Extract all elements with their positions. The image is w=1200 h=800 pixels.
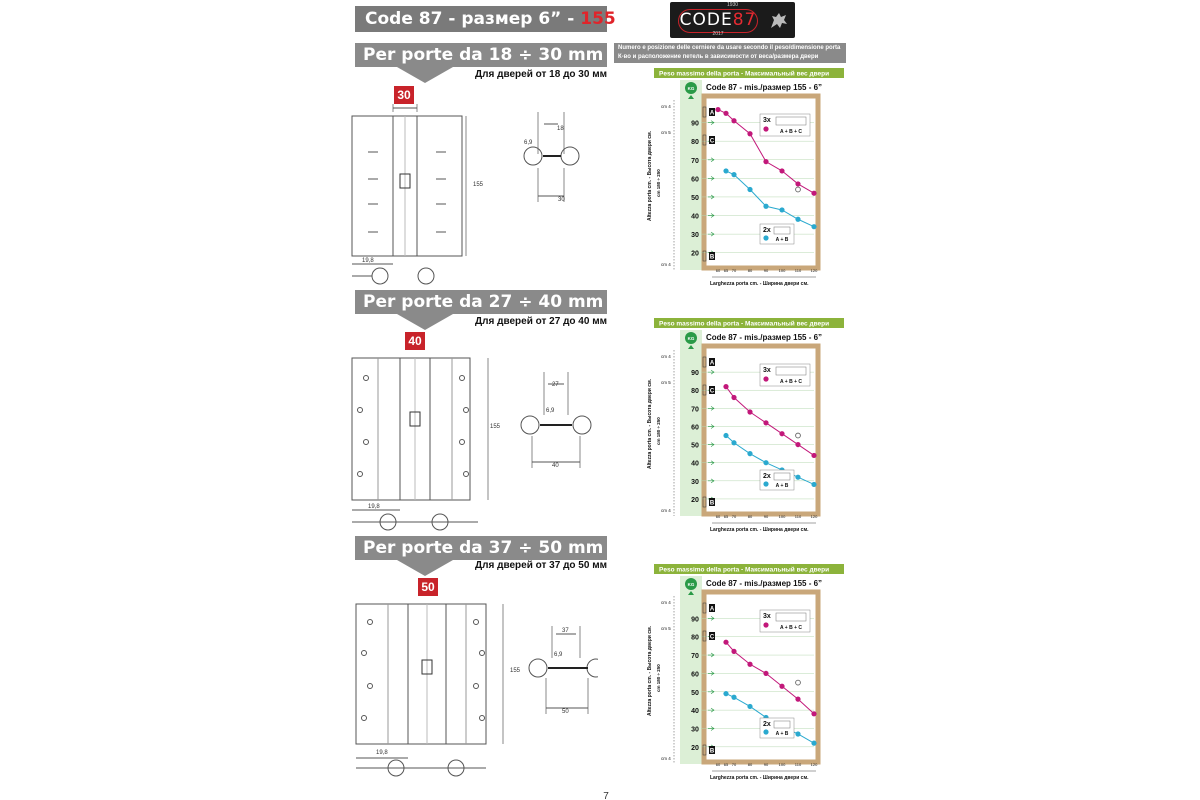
chart-title: Code 87 - mis./размер 155 - 6” [706,83,823,92]
legend-two-swatch [763,481,768,486]
y-tick-label: 60 [691,424,699,432]
data-point [763,460,768,465]
tick-arrow-icon [708,671,714,675]
section-1-dim-height: 155 [473,182,484,188]
cm4-bottom-label: cm 4 [661,508,671,513]
x-axis-label: Larghezza porta cm. - Ширина двери см. [710,527,809,533]
hinge-drawing-2 [348,350,598,535]
chart-header-text: Peso massimo della porta - Максимальный вес двери [659,70,830,78]
chart-header-text: Peso massimo della porta - Максимальный вес двери [659,320,830,328]
section-1-dim-mid: 6,9 [524,140,533,146]
kg-badge-label: KG [687,86,695,91]
title-size: 155 [580,9,616,29]
chart-title: Code 87 - mis./размер 155 - 6” [706,579,823,588]
x-tick-label: 120 [810,762,818,767]
y-tick-label: 90 [691,616,699,624]
section-3-dim-height: 155 [510,668,521,674]
x-tick-label: 110 [794,268,802,273]
page-number: 7 [603,791,609,800]
data-point [795,181,800,186]
tick-arrow-icon [708,479,714,483]
y-tick-label: 30 [691,232,699,240]
tick-arrow-icon [708,443,714,447]
section-3-dim-mid: 6,9 [554,652,563,658]
hinge-b-label: B [709,500,715,507]
data-point [715,107,720,112]
section-1-title: Per porte da 18 ÷ 30 mm [355,43,607,67]
series-line-two-hinges [726,171,814,227]
series-line-three-hinges [726,642,814,714]
data-point [723,691,728,696]
title-prefix: Code 87 - размер 6” - [365,9,581,29]
weight-chart-1 [614,68,846,290]
tick-arrow-icon [708,195,714,199]
logo-year-bottom: 2017 [712,31,724,37]
data-point [811,224,816,229]
hinge-c-label: C [709,388,715,395]
section-3-subtitle: Для дверей от 37 до 50 мм [475,560,607,571]
tick-arrow-icon [708,708,714,712]
data-point [747,451,752,456]
section-2-dim-top: 27 [552,382,559,388]
data-point [723,433,728,438]
legend-two-formula: A + B [775,483,789,489]
y-tick-label: 50 [691,194,699,202]
section-1-dim-bottom: 30 [558,197,565,203]
x-tick-label: 120 [810,268,818,273]
legend-two-count: 2x [763,721,771,728]
data-point [747,187,752,192]
cm4-bottom-label: cm 4 [661,756,671,761]
legend-two-swatch [763,729,768,734]
y-tick-label: 50 [691,442,699,450]
outlier-point [796,680,801,685]
y-tick-label: 90 [691,120,699,128]
y-axis-label: Altezza porta cm. - Высота двери см. [647,378,653,469]
data-point [795,475,800,480]
data-point [747,662,752,667]
section-2-dim-height: 155 [490,424,501,430]
x-tick-label: 80 [747,762,753,767]
data-point [763,204,768,209]
hinge-b-label: B [709,254,715,261]
x-tick-label: 65 [723,762,729,767]
data-point [723,640,728,645]
hinge-drawing-1 [348,104,598,289]
x-tick-label: 120 [810,514,818,519]
logo-brand-number: 87 [732,10,757,30]
tick-arrow-icon [708,616,714,620]
tick-arrow-icon [708,461,714,465]
page-title [355,6,658,32]
hinge-b-label: B [709,748,715,755]
x-tick-label: 100 [778,762,786,767]
logo-brand-prefix: CODE [679,10,733,30]
y-tick-label: 70 [691,157,699,165]
x-tick-label: 90 [763,514,769,519]
hinge-c-label: C [709,634,715,641]
hinge-c-label: C [709,138,715,145]
weight-chart-3 [614,564,846,784]
outlier-point [796,187,801,192]
x-tick-label: 100 [778,268,786,273]
tick-arrow-icon [708,214,714,218]
series-line-three-hinges [726,387,814,456]
legend-three-count: 3x [763,117,771,124]
data-point [747,131,752,136]
chart-header-text: Peso massimo della porta - Максимальный вес двери [659,566,830,574]
tick-arrow-icon [708,232,714,236]
x-axis-label: Larghezza porta cm. - Ширина двери см. [710,775,809,781]
tick-arrow-icon [708,158,714,162]
data-point [723,168,728,173]
section-1-dim-top: 18 [557,126,564,132]
x-tick-label: 60 [715,514,721,519]
y-tick-label: 50 [691,689,699,697]
section-1-thickness-tag: 30 [394,86,414,104]
cm5-label: cm 5 [661,130,671,135]
section-3-thickness-tag: 50 [418,578,438,596]
kg-badge-label: KG [687,336,695,341]
section-1-subtitle: Для дверей от 18 до 30 мм [475,69,607,80]
y-axis-label: Altezza porta cm. - Высота двери см. [647,625,653,716]
data-point [731,440,736,445]
data-point [779,168,784,173]
x-tick-label: 110 [794,762,802,767]
y-tick-label: 40 [691,460,699,468]
y-tick-label: 60 [691,176,699,184]
weight-chart-2 [614,318,846,536]
legend-three-formula: A + B + C [779,625,803,631]
x-tick-label: 60 [715,268,721,273]
legend-three-swatch [763,376,768,381]
y-tick-label: 40 [691,213,699,221]
tick-arrow-icon [708,370,714,374]
data-point [747,409,752,414]
y-axis-range: cm 180 ÷ 250 [656,417,661,445]
legend-three-count: 3x [763,367,771,374]
hinge-a-label: A [709,606,715,613]
x-tick-label: 70 [731,762,737,767]
y-tick-label: 20 [691,250,699,258]
x-tick-label: 70 [731,514,737,519]
x-tick-label: 100 [778,514,786,519]
tick-arrow-icon [708,726,714,730]
legend-three-count: 3x [763,613,771,620]
y-tick-label: 20 [691,744,699,752]
section-2-title: Per porte da 27 ÷ 40 mm [355,290,607,314]
cm4-top-label: cm 4 [661,104,671,109]
x-tick-label: 110 [794,514,802,519]
data-point [723,111,728,116]
data-point [763,159,768,164]
x-tick-label: 65 [723,514,729,519]
weight-scale-band [680,576,702,764]
hinge-drawing-3 [348,598,598,783]
section-2-thickness-tag: 40 [405,332,425,350]
data-point [795,217,800,222]
y-tick-label: 80 [691,634,699,642]
data-point [795,697,800,702]
legend-three-swatch [763,126,768,131]
data-point [779,684,784,689]
data-point [811,453,816,458]
y-tick-label: 80 [691,139,699,147]
title-unit: mm [615,9,658,29]
data-point [731,695,736,700]
x-tick-label: 80 [747,268,753,273]
x-tick-label: 65 [723,268,729,273]
cm5-label: cm 5 [661,626,671,631]
chart-section-header [614,43,846,63]
y-axis-label: Altezza porta cm. - Высота двери см. [647,130,653,221]
data-point [811,741,816,746]
chart-header-italian: Numero e posizione delle cerniere da usare secondo il peso/dimensione porta [618,45,841,51]
legend-two-count: 2x [763,473,771,480]
x-tick-label: 90 [763,762,769,767]
outlier-point [796,433,801,438]
tick-arrow-icon [708,176,714,180]
y-tick-label: 20 [691,496,699,504]
section-3-dim-bottom: 50 [562,709,569,715]
y-tick-label: 30 [691,726,699,734]
brand-logo [670,2,795,38]
logo-year-top: 1930 [726,2,739,8]
data-point [779,207,784,212]
cm4-bottom-label: cm 4 [661,262,671,267]
data-point [731,172,736,177]
x-tick-label: 60 [715,762,721,767]
section-3-dim-pin: 19,8 [376,750,388,756]
y-tick-label: 40 [691,708,699,716]
data-point [795,442,800,447]
section-2-subtitle: Для дверей от 27 до 40 мм [475,316,607,327]
section-3-dim-top: 37 [562,628,569,634]
y-tick-label: 90 [691,370,699,378]
cm4-top-label: cm 4 [661,600,671,605]
section-3-title: Per porte da 37 ÷ 50 mm [355,536,607,560]
y-axis-range: cm 180 ÷ 250 [656,169,661,197]
y-axis-range: cm 180 ÷ 250 [656,664,661,692]
data-point [811,711,816,716]
x-tick-label: 80 [747,514,753,519]
data-point [811,191,816,196]
legend-three-formula: A + B + C [779,379,803,385]
y-tick-label: 70 [691,653,699,661]
data-point [723,384,728,389]
data-point [795,731,800,736]
cm5-label: cm 5 [661,380,671,385]
section-2-dim-bottom: 40 [552,463,559,469]
legend-two-count: 2x [763,227,771,234]
y-tick-label: 70 [691,406,699,414]
legend-two-swatch [763,235,768,240]
data-point [763,420,768,425]
section-2-dim-pin: 19,8 [368,504,380,510]
cm4-top-label: cm 4 [661,354,671,359]
data-point [811,482,816,487]
y-tick-label: 60 [691,671,699,679]
data-point [763,671,768,676]
lion-mascot-icon [768,10,790,32]
x-tick-label: 70 [731,268,737,273]
chart-title: Code 87 - mis./размер 155 - 6” [706,333,823,342]
y-tick-label: 30 [691,478,699,486]
data-point [731,649,736,654]
logo-badge [678,9,758,33]
weight-scale-band [680,80,702,270]
chart-header-russian: К-во и расположение петель в зависимости от веса/размера двери [618,54,819,60]
section-1-dim-pin: 19,8 [362,258,374,264]
tick-arrow-icon [708,424,714,428]
legend-three-swatch [763,622,768,627]
data-point [731,118,736,123]
section-2-dim-mid: 6,9 [546,408,555,414]
data-point [779,431,784,436]
data-point [747,704,752,709]
tick-arrow-icon [708,121,714,125]
legend-two-formula: A + B [775,731,789,737]
hinge-a-label: A [709,110,715,117]
y-tick-label: 80 [691,388,699,396]
hinge-a-label: A [709,360,715,367]
tick-arrow-icon [708,653,714,657]
kg-badge-label: KG [687,582,695,587]
tick-arrow-icon [708,690,714,694]
x-tick-label: 90 [763,268,769,273]
x-axis-label: Larghezza porta cm. - Ширина двери см. [710,281,809,287]
legend-three-formula: A + B + C [779,129,803,135]
weight-scale-band [680,330,702,516]
data-point [731,395,736,400]
legend-two-formula: A + B [775,237,789,243]
tick-arrow-icon [708,406,714,410]
